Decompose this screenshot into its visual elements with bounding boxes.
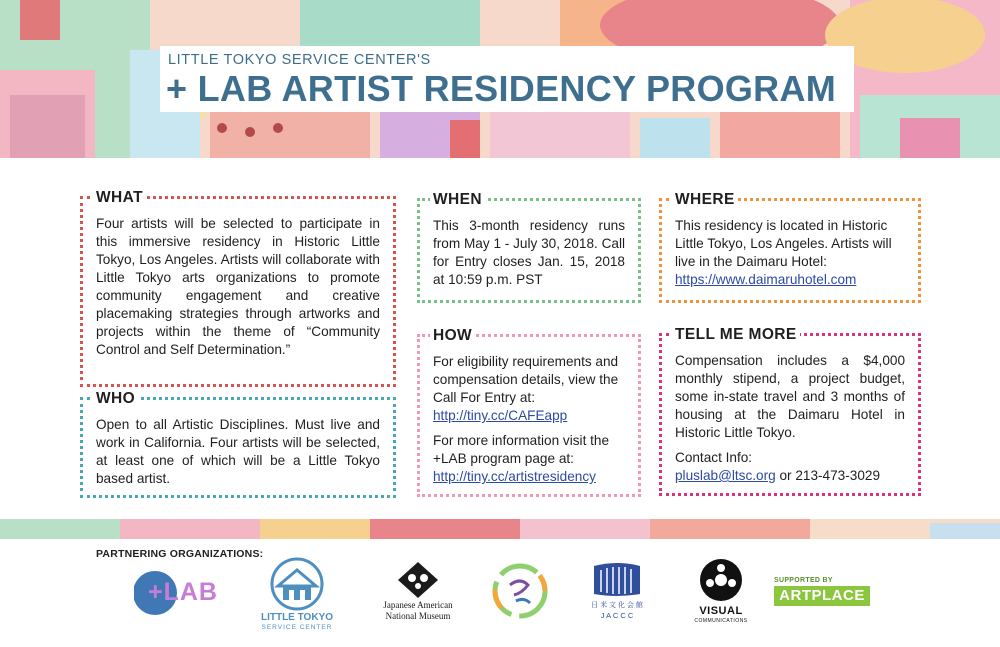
artplace-logo (774, 577, 870, 607)
mottainai-circle-icon (492, 563, 548, 619)
who-text: Open to all Artistic Disciplines. Must live and work in California. Four artists will be selected, at least one of which will be a Little Tokyo based artist. (96, 417, 380, 486)
where-section (659, 191, 921, 303)
mottainai-logo (492, 563, 548, 619)
when-text: This 3-month residency runs from May 1 - July 30, 2018. Call for Entry closes Jan. 15, 2018 at 10:59 p.m. PST (433, 218, 625, 287)
ltsc-name-line2: SERVICE CENTER (261, 624, 333, 631)
plus-lab-text: +LAB (148, 578, 218, 606)
ltsc-logo (256, 556, 338, 634)
where-text: This residency is located in Historic Little Tokyo, Los Angeles. Artists will live in the Daimaru Hotel: (675, 218, 892, 269)
jaccc-letters: J A C C C (600, 611, 634, 620)
janm-name-line2: National Museum (385, 611, 451, 621)
when-section (417, 191, 641, 303)
program-page-link[interactable]: http://tiny.cc/artistresidency (433, 469, 596, 484)
ltsc-name-line1: LITTLE TOKYO (260, 612, 334, 623)
what-section (80, 189, 396, 387)
ltsc-house-icon (256, 556, 338, 612)
compensation-text: Compensation includes a $4,000 monthly stipend, a project budget, some in-state travel and 3 months of housing at the Daimaru Hotel in Historic Little Tokyo. (675, 353, 905, 440)
program-subtitle: LITTLE TOKYO SERVICE CENTER'S (168, 52, 431, 68)
visual-communications-line1: VISUAL (699, 605, 743, 617)
jaccc-emblem-icon (584, 562, 650, 598)
how-text-eligibility: For eligibility requirements and compensation details, view the Call For Entry at: (433, 354, 619, 405)
janm-name-line1: Japanese American (383, 600, 453, 610)
program-title: + LAB ARTIST RESIDENCY PROGRAM (166, 68, 837, 109)
jaccc-kanji: 日 米 文 化 会 館 (591, 602, 643, 609)
contact-phone: or 213-473-3029 (775, 468, 880, 483)
what-text: Four artists will be selected to participate in this immersive residency in Historic Little Tokyo, Los Angeles. Artists will collaborate with Little Tokyo arts organizations to promote community engagement and creative placemaking strategies through artworks and projects within the theme of “Community Control and Self Determination.” (96, 216, 380, 357)
jaccc-logo (584, 562, 650, 622)
when-heading: WHEN (430, 190, 485, 210)
artplace-supported-by: SUPPORTED BY (774, 577, 833, 584)
contact-email-link[interactable]: pluslab@ltsc.org (675, 468, 776, 483)
where-body (675, 217, 905, 289)
how-heading: HOW (430, 326, 475, 346)
visual-communications-reel-icon (688, 558, 754, 604)
daimaru-hotel-link[interactable]: https://www.daimaruhotel.com (675, 272, 857, 287)
how-body (433, 353, 625, 486)
partners-label: PARTNERING ORGANIZATIONS: (96, 548, 264, 560)
where-heading: WHERE (672, 190, 738, 210)
visual-communications-logo (688, 558, 754, 626)
strip-artwork (0, 519, 1000, 539)
tell-me-more-heading: TELL ME MORE (672, 325, 800, 345)
artplace-name: ARTPLACE (774, 586, 870, 606)
janm-logo (368, 560, 468, 624)
contact-label: Contact Info: (675, 450, 753, 465)
plus-lab-logo (134, 570, 234, 616)
visual-communications-line2: COMMUNICATIONS (694, 618, 748, 624)
who-heading: WHO (93, 389, 138, 409)
tell-me-more-body (675, 352, 905, 485)
tell-me-more-section (659, 326, 921, 496)
how-text-more-info: For more information visit the +LAB program page at: (433, 433, 610, 466)
decorative-strip (0, 519, 1000, 539)
what-heading: WHAT (93, 188, 146, 208)
janm-emblem-icon (368, 560, 468, 598)
call-for-entry-link[interactable]: http://tiny.cc/CAFEapp (433, 408, 568, 423)
how-section (417, 327, 641, 497)
who-section (80, 390, 396, 498)
